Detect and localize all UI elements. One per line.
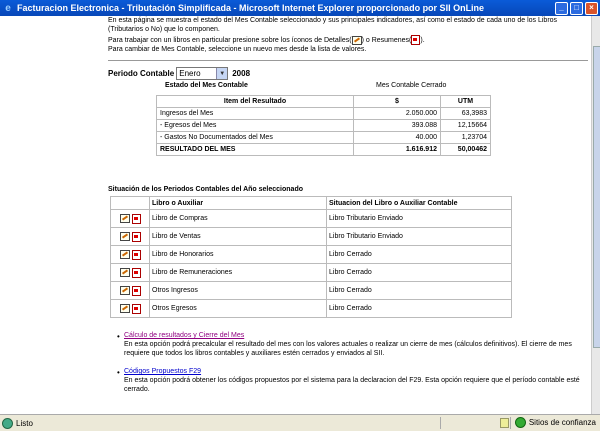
page-content — [0, 16, 592, 414]
window-titlebar — [0, 0, 600, 16]
table-row: Otros Ingresos Libro Cerrado — [111, 282, 512, 300]
edit-pencil-icon[interactable] — [120, 268, 130, 277]
close-button[interactable]: × — [585, 2, 598, 15]
maximize-button[interactable]: □ — [570, 2, 583, 15]
books-header — [111, 197, 512, 210]
list-item — [117, 368, 584, 394]
list-item — [117, 332, 584, 358]
edit-pencil-icon — [352, 36, 362, 45]
table-row: Otros Egresos Libro Cerrado — [111, 300, 512, 318]
edit-pencil-icon[interactable] — [120, 286, 130, 295]
header-pesos: $ — [354, 96, 441, 108]
pdf-icon — [411, 35, 420, 45]
month-select[interactable]: Enero ▼ — [176, 67, 228, 80]
pdf-icon[interactable] — [132, 214, 141, 224]
header-utm: UTM — [441, 96, 491, 108]
bullet: • — [117, 368, 120, 377]
estado-status: Mes Contable Cerrado — [376, 82, 447, 89]
status-text: Listo — [16, 418, 33, 428]
header-status: Situacion del Libro o Auxiliar Contable — [327, 197, 512, 210]
minimize-button[interactable]: _ — [555, 2, 568, 15]
table-row: Libro de Honorarios Libro Cerrado — [111, 246, 512, 264]
bullet: • — [117, 332, 120, 341]
pdf-icon[interactable] — [132, 286, 141, 296]
calculo-cierre-link[interactable]: Cálculo de resultados y Cierre del Mes — [124, 332, 245, 339]
situacion-title: Situación de los Periodos Contables del Año seleccionado — [108, 186, 304, 193]
options-list — [117, 332, 584, 404]
period-year: 2008 — [232, 69, 251, 78]
table-row: Libro de Compras Libro Tributario Enviado — [111, 210, 512, 228]
table-row: - Egresos del Mes 393.088 12,15664 — [157, 120, 491, 132]
intro-line-3: Para cambiar de Mes Contable, seleccione un nuevo mes desde la lista de valores. — [108, 46, 367, 53]
intro-text — [108, 16, 588, 55]
results-table — [156, 95, 491, 156]
chevron-down-icon[interactable]: ▼ — [216, 68, 227, 79]
period-label: Periodo Contable — [108, 69, 175, 78]
status-bar — [0, 414, 600, 431]
edit-pencil-icon[interactable] — [120, 214, 130, 223]
pdf-icon[interactable] — [132, 250, 141, 260]
total-row: RESULTADO DEL MES 1.616.912 50,00462 — [157, 144, 491, 156]
trusted-zone-icon — [515, 417, 526, 428]
lock-icon — [500, 418, 509, 428]
intro-line-1: En esta página se muestra el estado del Mes Contable seleccionado y sus principales indicadores, así como el estado de cada uno de los Libros (Tributarios o No) que lo componen. — [108, 17, 558, 33]
zone-text: Sitios de confianza — [528, 418, 596, 427]
option-description: En esta opción podrá obtener los códigos propuestos por el sistema para la declaracion del F29. Esta opción requiere que el período contable esté cerrado. — [124, 377, 580, 393]
table-row: Libro de Remuneraciones Libro Cerrado — [111, 264, 512, 282]
table-row: Ingresos del Mes 2.050.000 63,3983 — [157, 108, 491, 120]
header-item: Item del Resultado — [157, 96, 354, 108]
pdf-icon[interactable] — [132, 304, 141, 314]
option-description: En esta opción podrá precalcular el resultado del mes con los valores actuales o realizar un cierre de mes (cálculos definitivos). El cierre de mes requiere que todos los libros contables y auxiliares estén cerrados y enviados al SII. — [124, 341, 572, 357]
vertical-scrollbar[interactable] — [591, 16, 600, 414]
codigos-f29-link[interactable]: Códigos Propuestos F29 — [124, 368, 202, 375]
header-book: Libro o Auxiliar — [150, 197, 327, 210]
window-title: Facturacion Electronica - Tributación Simplificada - Microsoft Internet Explorer proporcionado por SII OnLine — [17, 3, 485, 13]
scrollbar-thumb[interactable] — [593, 46, 600, 348]
table-row: - Gastos No Documentados del Mes 40.000 1,23704 — [157, 132, 491, 144]
header-icons — [111, 197, 150, 210]
pdf-icon[interactable] — [132, 268, 141, 278]
books-table — [110, 196, 512, 318]
divider — [440, 417, 441, 429]
edit-pencil-icon[interactable] — [120, 250, 130, 259]
pdf-icon[interactable] — [132, 232, 141, 242]
estado-title: Estado del Mes Contable — [165, 82, 248, 89]
page-done-icon — [2, 418, 13, 429]
intro-line-2: Para trabajar con un libros en particular presione sobre los íconos de Detalles( ) o Resumenes( ). Para cambiar de Mes Contable, seleccione un nuevo mes desde la lista de valores. — [108, 36, 425, 53]
edit-pencil-icon[interactable] — [120, 232, 130, 241]
ie-logo-icon: e — [5, 2, 11, 14]
table-row: Libro de Ventas Libro Tributario Enviado — [111, 228, 512, 246]
edit-pencil-icon[interactable] — [120, 304, 130, 313]
period-selector — [108, 67, 250, 80]
results-header — [157, 96, 491, 108]
window-controls — [555, 2, 598, 15]
divider — [108, 60, 588, 61]
